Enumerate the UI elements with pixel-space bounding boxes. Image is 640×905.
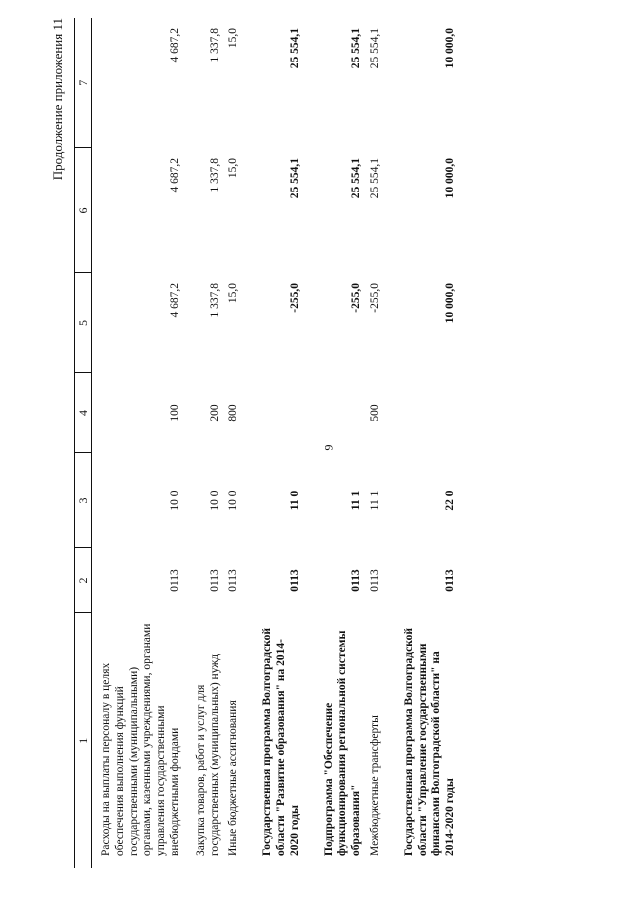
row-col5: 10 000,0 (444, 283, 457, 324)
row-article: 11 0 (288, 490, 301, 511)
row-col6: 25 554,1 (288, 158, 301, 199)
header-cell: 4 (75, 373, 92, 453)
header-cell: 2 (75, 548, 92, 613)
row-type: 200 (208, 404, 221, 422)
row-code: 0113 (168, 569, 181, 592)
header-cell: 3 (75, 453, 92, 548)
row-col6: 15,0 (227, 158, 240, 179)
table-row (187, 18, 227, 868)
row-name: Расходы на выплаты персоналу в целях обеспечения выполнения функций государственными (муниципальными) органами, казенными учреждениями, органами управления государственными внебюджетными фондами (100, 623, 181, 856)
table-row (245, 18, 306, 868)
row-article: 10 0 (227, 490, 240, 511)
row-name: Подпрограмма "Обеспечение функционирования региональной системы образования" (322, 630, 363, 856)
row-col7: 4 687,2 (168, 28, 181, 63)
row-type: 500 (368, 404, 381, 422)
row-col6: 25 554,1 (368, 158, 381, 199)
row-name: Межбюджетные трансферты (368, 715, 381, 856)
row-name: Государственная программа Волгоградской области "Развитие образования" на 2014-2020 годы (261, 627, 301, 856)
header-row (75, 18, 92, 868)
row-col6: 25 554,1 (350, 158, 363, 199)
header-cell: 6 (75, 148, 92, 273)
budget-table (74, 18, 462, 868)
rotated-sheet (48, 18, 608, 868)
row-col6: 1 337,8 (208, 158, 221, 193)
table-row (368, 18, 387, 868)
row-col5: -255,0 (288, 283, 301, 313)
row-code: 0113 (288, 569, 301, 592)
row-type: 100 (168, 404, 181, 422)
header-cell: 7 (75, 18, 92, 148)
row-code: 0113 (208, 569, 221, 592)
table-row (307, 18, 368, 868)
row-col7: 10 000,0 (444, 28, 457, 69)
page-number-text: 9 (321, 444, 336, 450)
row-col5: -255,0 (350, 283, 363, 313)
row-col6: 10 000,0 (444, 158, 457, 199)
table-row (226, 18, 245, 868)
row-type: 800 (227, 404, 240, 422)
row-col7: 15,0 (227, 28, 240, 49)
row-col7: 1 337,8 (208, 28, 221, 63)
row-col7: 25 554,1 (368, 28, 381, 69)
row-col5: 15,0 (227, 283, 240, 304)
row-article: 11 1 (350, 490, 363, 511)
row-article: 10 0 (208, 490, 221, 511)
row-col5: 4 687,2 (168, 283, 181, 318)
row-code: 0113 (368, 569, 381, 592)
row-code: 0113 (444, 569, 457, 592)
row-article: 10 0 (168, 490, 181, 511)
header-cell: 5 (75, 273, 92, 373)
row-type (307, 373, 368, 453)
row-col7: 25 554,1 (350, 28, 363, 69)
row-type (245, 373, 306, 453)
row-code: 0113 (350, 569, 363, 592)
row-article: 11 1 (368, 490, 381, 511)
row-name: Государственная программа Волгоградской области "Управление государственными финансами Волгоградской области" на 2014-2020 годы (402, 627, 457, 856)
row-col7: 25 554,1 (288, 28, 301, 69)
table-row (92, 18, 187, 868)
row-article: 22 0 (444, 490, 457, 511)
continuation-label: Продолжение приложения 11 (50, 18, 65, 181)
row-name: Иные бюджетные ассигнования (227, 700, 240, 856)
row-name: Закупка товаров, работ и услуг для государственных (муниципальных) нужд (194, 653, 221, 856)
table-row (387, 18, 462, 868)
header-cell: 1 (75, 613, 92, 868)
row-col5: 1 337,8 (208, 283, 221, 318)
row-type (387, 373, 462, 453)
row-code: 0113 (227, 569, 240, 592)
row-col6: 4 687,2 (168, 158, 181, 193)
row-col5: -255,0 (368, 283, 381, 313)
